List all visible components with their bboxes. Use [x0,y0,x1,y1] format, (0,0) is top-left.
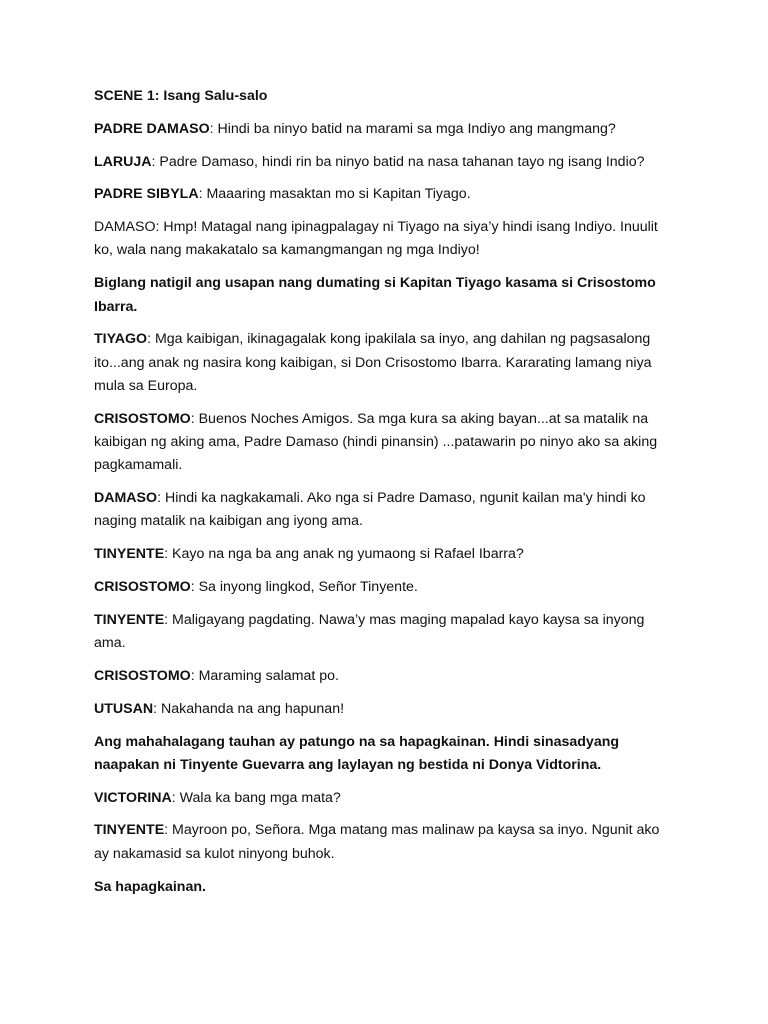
dialogue-text: : Sa inyong lingkod, Señor Tinyente. [190,579,418,596]
dialogue-text: : Mayroon po, Señora. Mga matang mas malinaw pa kaysa sa inyo. Ngunit ako ay nakamasid sa kulot ninyong buhok. [94,822,660,862]
dialogue-text: : Kayo na nga ba ang anak ng yumaong si Rafael Ibarra? [164,546,524,563]
speaker-name: DAMASO [94,490,158,507]
stage-direction: Biglang natigil ang usapan nang dumating si Kapitan Tiyago kasama si Crisostomo Ibarra. [94,275,656,315]
speaker-name: CRISOSTOMO [94,667,191,684]
speaker-name: VICTORINA [94,789,172,806]
dialogue-text: : Buenos Noches Amigos. Sa mga kura sa aking bayan...at sa matalik na kaibigan ng aking ama, Padre Damaso (hindi pinansin) ...patawarin po ninyo ako sa aking pagkamamali. [94,410,658,474]
dialogue-text: : Maraming salamat po. [190,667,339,684]
stage-direction: Ang mahahalagang tauhan ay patungo na sa hapagkainan. Hindi sinasadyang naapakan ni Tinyente Guevarra ang laylayan ng bestida ni Donya Vidtorina. [94,733,620,773]
stage-direction: Sa hapagkainan. [94,878,206,895]
dialogue-tiyago [94,328,674,398]
speaker-name: LARUJA [94,153,152,170]
dialogue-damaso [94,487,674,534]
dialogue-text: : Maaaring masaktan mo si Kapitan Tiyago. [198,186,471,203]
dialogue-tinyente [94,819,674,866]
dialogue-text: : Mga kaibigan, ikinagagalak kong ipakilala sa inyo, ang dahilan ng pagsasalong ito...ang anak ng nasira kong kaibigan, si Don Crisostomo Ibarra. Kararating lamang niya mula sa Europa. [94,331,652,394]
speaker-name: TINYENTE [94,546,165,563]
speaker-name: PADRE DAMASO [94,120,210,137]
script-page [94,85,674,908]
dialogue-crisostomo [94,576,674,599]
dialogue-text: : Nakahanda na ang hapunan! [153,700,345,717]
scene-title: SCENE 1: Isang Salu-salo [94,88,268,104]
speaker-name: UTUSAN [94,700,154,717]
dialogue-text: : Hindi ka nagkakamali. Ako nga si Padre Damaso, ngunit kailan ma'y hindi ko naging matalik na kaibigan ang iyong ama. [94,490,646,530]
dialogue-utusan [94,698,674,721]
dialogue-damaso-plain: DAMASO: Hmp! Matagal nang ipinagpalagay ni Tiyago na siya’y hindi isang Indiyo. Inuulit ko, wala nang makakatalo sa kamangmangan ng mga Indiyo! [94,219,658,259]
dialogue-text: : Maligayang pagdating. Nawa’y mas maging mapalad kayo kaysa sa inyong ama. [94,611,645,652]
dialogue-tinyente [94,543,674,566]
dialogue-text: : Wala ka bang mga mata? [171,789,341,806]
speaker-name: TINYENTE [94,822,165,839]
dialogue-padre-damaso [94,118,674,141]
speaker-name: PADRE SIBYLA [94,186,199,203]
dialogue-crisostomo [94,665,674,688]
dialogue-text: : Padre Damaso, hindi rin ba ninyo batid na nasa tahanan tayo ng isang Indio? [151,153,645,170]
dialogue-victorina [94,787,674,810]
dialogue-laruja [94,151,674,174]
dialogue-text: : Hindi ba ninyo batid na marami sa mga Indiyo ang mangmang? [209,120,616,137]
speaker-name: CRISOSTOMO [94,579,191,596]
dialogue-crisostomo [94,408,674,478]
dialogue-padre-sibyla [94,183,674,206]
speaker-name: TIYAGO [94,331,148,348]
speaker-name: CRISOSTOMO [94,410,191,427]
dialogue-tinyente [94,609,674,656]
speaker-name: TINYENTE [94,611,165,628]
